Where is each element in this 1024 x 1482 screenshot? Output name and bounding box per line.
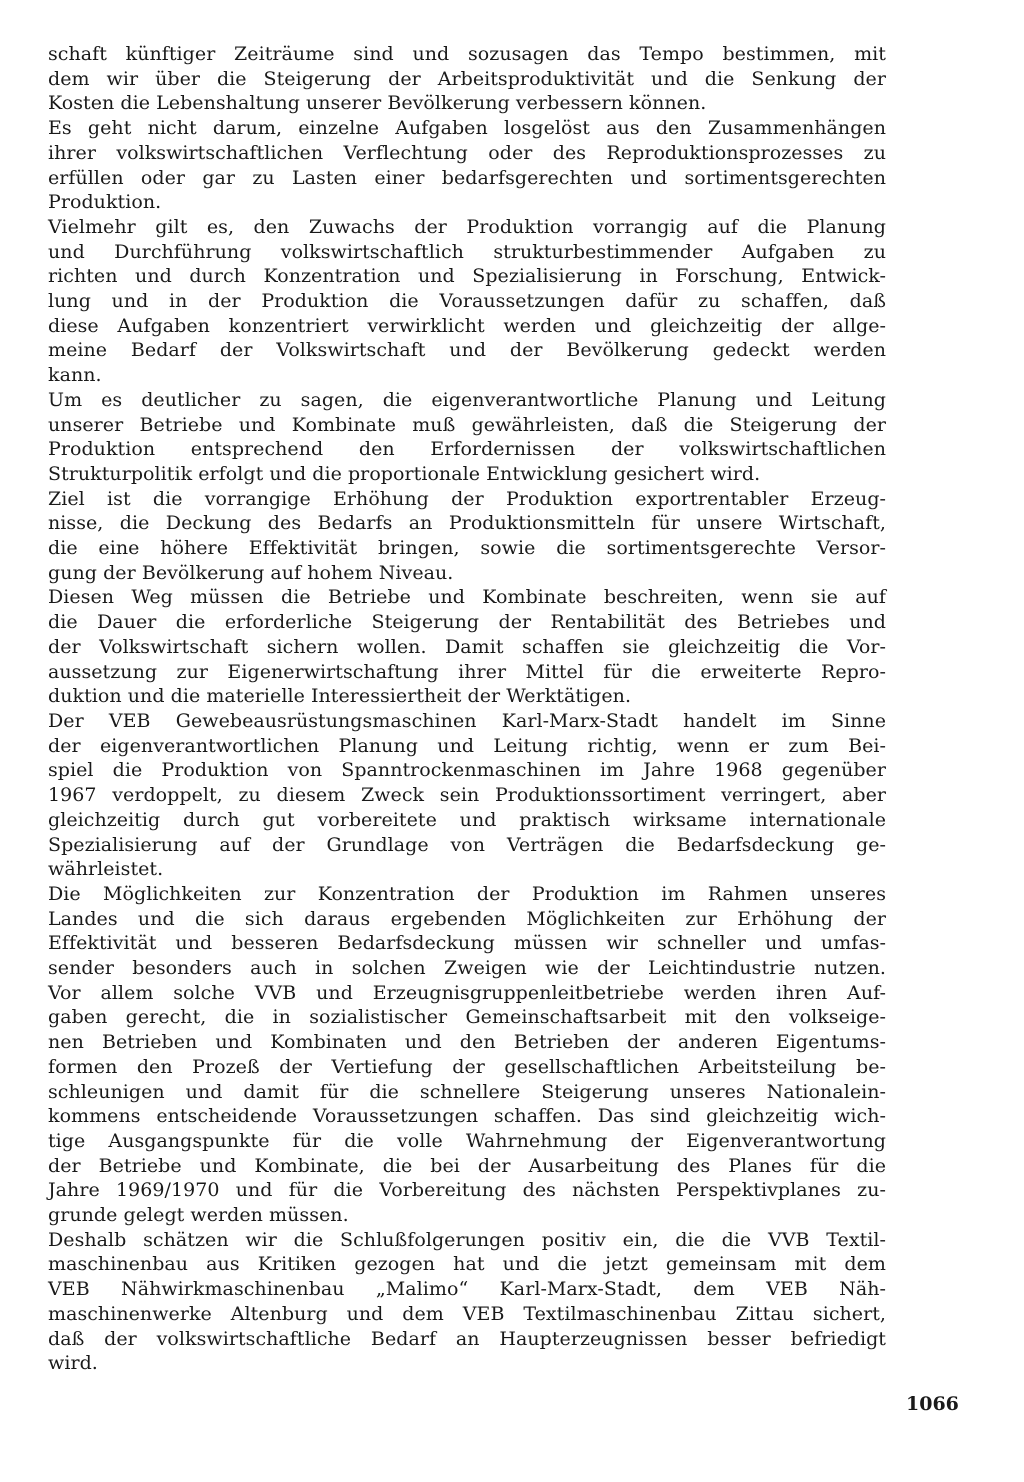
text-line: Produktion entsprechend den Erfordernissen der volkswirtschaftlichen [48, 438, 886, 461]
text-line: meine Bedarf der Volkswirtschaft und der Bevölkerung gedeckt werden [48, 339, 886, 362]
text-line: Die Möglichkeiten zur Konzentration der Produktion im Rahmen unseres [48, 882, 886, 905]
text-line: wird. [48, 1352, 98, 1375]
text-line: Vor allem solche VVB und Erzeugnisgruppenleitbetriebe werden ihren Auf- [48, 981, 886, 1004]
text-line: Landes und die sich daraus ergebenden Möglichkeiten zur Erhöhung der [48, 907, 886, 930]
text-line: schaft künftiger Zeiträume sind und sozusagen das Tempo bestimmen, mit [48, 43, 886, 65]
text-line: unserer Betriebe und Kombinate muß gewährleisten, daß die Steigerung der [48, 413, 886, 436]
text-line: und Durchführung volkswirtschaftlich strukturbestimmender Aufgaben zu [48, 240, 886, 263]
text-line: nen Betrieben und Kombinaten und den Betrieben der anderen Eigentums- [48, 1031, 886, 1054]
text-line: richten und durch Konzentration und Spezialisierung in Forschung, Entwick- [48, 265, 886, 288]
paragraph [48, 1228, 886, 1376]
text-line: grunde gelegt werden müssen. [48, 1204, 349, 1227]
text-line: kann. [48, 364, 102, 387]
text-line: der eigenverantwortlichen Planung und Leitung richtig, wenn er zum Bei- [48, 734, 886, 757]
text-line: formen den Prozeß der Vertiefung der gesellschaftlichen Arbeitsteilung be- [48, 1055, 886, 1078]
page-number: 1066 [906, 1393, 959, 1415]
text-line: daß der volkswirtschaftliche Bedarf an Haupterzeugnissen besser befriedigt [48, 1327, 886, 1350]
text-line: Spezialisierung auf der Grundlage von Verträgen die Bedarfsdeckung ge- [48, 833, 886, 856]
text-line: kommens entscheidende Voraussetzungen schaffen. Das sind gleichzeitig wich- [48, 1105, 886, 1128]
text-line: maschinenbau aus Kritiken gezogen hat und die jetzt gemeinsam mit dem [48, 1253, 886, 1276]
text-line: gung der Bevölkerung auf hohem Niveau. [48, 561, 454, 584]
text-line: lung und in der Produktion die Voraussetzungen dafür zu schaffen, daß [48, 290, 886, 313]
text-line: tige Ausgangspunkte für die volle Wahrnehmung der Eigenverantwortung [48, 1129, 886, 1152]
text-line: Ziel ist die vorrangige Erhöhung der Produktion exportrentabler Erzeug- [48, 487, 886, 510]
text-line: duktion und die materielle Interessiertheit der Werktätigen. [48, 685, 632, 708]
text-line: aussetzung zur Eigenerwirtschaftung ihrer Mittel für die erweiterte Repro- [48, 660, 886, 683]
text-line: Der VEB Gewebeausrüstungsmaschinen Karl-Marx-Stadt handelt im Sinne [48, 709, 886, 732]
text-line: spiel die Produktion von Spanntrockenmaschinen im Jahre 1968 gegenüber [48, 759, 886, 782]
text-line: sender besonders auch in solchen Zweigen wie der Leichtindustrie nutzen. [48, 957, 886, 980]
text-line: Effektivität und besseren Bedarfsdeckung müssen wir schneller und umfas- [48, 932, 886, 955]
text-line: währleistet. [48, 858, 164, 881]
body-text [48, 42, 886, 1376]
text-line: Um es deutlicher zu sagen, die eigenverantwortliche Planung und Leitung [48, 388, 886, 411]
text-line: dem wir über die Steigerung der Arbeitsproduktivität und die Senkung der [48, 67, 886, 90]
text-line: der Betriebe und Kombinate, die bei der Ausarbeitung des Planes für die [48, 1154, 886, 1177]
text-line: Produktion. [48, 191, 162, 214]
paragraph [48, 487, 886, 586]
text-line: nisse, die Deckung des Bedarfs an Produktionsmitteln für unsere Wirtschaft, [48, 512, 886, 535]
text-line: 1967 verdoppelt, zu diesem Zweck sein Produktionssortiment verringert, aber [48, 784, 886, 807]
text-line: der Volkswirtschaft sichern wollen. Damit schaffen sie gleichzeitig die Vor- [48, 635, 886, 658]
text-line: Es geht nicht darum, einzelne Aufgaben losgelöst aus den Zusammenhängen [48, 117, 886, 140]
paragraph [48, 388, 886, 487]
text-line: Deshalb schätzen wir die Schlußfolgerungen positiv ein, die die VVB Textil- [48, 1228, 886, 1251]
paragraph [48, 585, 886, 709]
text-line: die eine höhere Effektivität bringen, sowie die sortimentsgerechte Versor- [48, 537, 886, 560]
paragraph [48, 215, 886, 388]
text-line: Kosten die Lebenshaltung unserer Bevölkerung verbessern können. [48, 92, 707, 115]
text-line: die Dauer die erforderliche Steigerung der Rentabilität des Betriebes und [48, 611, 886, 634]
text-line: ihrer volkswirtschaftlichen Verflechtung oder des Reproduktionsprozesses zu [48, 141, 886, 164]
text-line: Jahre 1969/1970 und für die Vorbereitung des nächsten Perspektivplanes zu- [48, 1179, 886, 1202]
text-line: maschinenwerke Altenburg und dem VEB Textilmaschinenbau Zittau sichert, [48, 1302, 886, 1325]
text-line: schleunigen und damit für die schnellere Steigerung unseres Nationalein- [48, 1080, 886, 1103]
text-line: Strukturpolitik erfolgt und die proportionale Entwicklung gesichert wird. [48, 462, 761, 485]
text-line: Diesen Weg müssen die Betriebe und Kombinate beschreiten, wenn sie auf [48, 586, 886, 609]
text-line: gleichzeitig durch gut vorbereitete und praktisch wirksame internationale [48, 808, 886, 831]
paragraph [48, 42, 886, 116]
text-line: VEB Nähwirkmaschinenbau „Malimo“ Karl-Marx-Stadt, dem VEB Näh- [48, 1278, 886, 1301]
text-line: gaben gerecht, die in sozialistischer Gemeinschaftsarbeit mit den volkseige- [48, 1006, 886, 1029]
paragraph [48, 116, 886, 215]
paragraph [48, 882, 886, 1228]
paragraph [48, 709, 886, 882]
text-line: diese Aufgaben konzentriert verwirklicht werden und gleichzeitig der allge- [48, 314, 886, 337]
text-line: erfüllen oder gar zu Lasten einer bedarfsgerechten und sortimentsgerechten [48, 166, 886, 189]
text-line: Vielmehr gilt es, den Zuwachs der Produktion vorrangig auf die Planung [48, 215, 886, 238]
